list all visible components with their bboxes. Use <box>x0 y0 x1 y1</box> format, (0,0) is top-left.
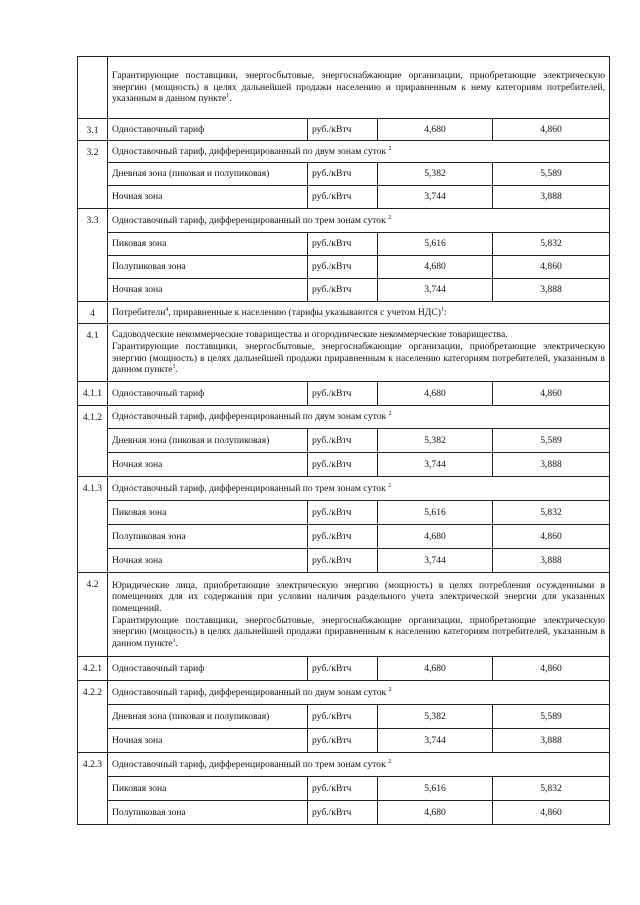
row-number: 4.1 <box>78 324 108 382</box>
value-cell: 5,832 <box>493 777 610 801</box>
value-cell: 3,744 <box>378 549 493 573</box>
unit-cell: руб./кВтч <box>308 429 378 453</box>
tariff-label: Дневная зона (пиковая и полупиковая) <box>108 163 308 186</box>
value-cell: 5,382 <box>378 163 493 186</box>
unit-cell: руб./кВтч <box>308 256 378 279</box>
unit-cell: руб./кВтч <box>308 233 378 256</box>
row-number: 4.2 <box>78 573 108 657</box>
table-row <box>78 186 610 209</box>
table-row <box>78 453 610 477</box>
unit-cell: руб./кВтч <box>308 186 378 209</box>
value-cell: 4,680 <box>378 256 493 279</box>
row-number <box>78 57 108 119</box>
table-row <box>78 429 610 453</box>
value-cell: 3,744 <box>378 453 493 477</box>
value-cell: 3,744 <box>378 186 493 209</box>
unit-cell: руб./кВтч <box>308 279 378 302</box>
row-number: 4.1.1 <box>78 382 108 406</box>
value-cell: 4,860 <box>493 256 610 279</box>
table-row <box>78 233 610 256</box>
intro-text: Гарантирующие поставщики, энергосбытовые, энергоснабжающие организации, приобретающие электрическую энергию (мощность) в целях дальнейшей продажи населению и приравненным к нему категориям потребителей, указанным в данном пункте$^1$. <box>108 57 610 119</box>
table-row <box>78 801 610 825</box>
table-row <box>78 501 610 525</box>
unit-cell: руб./кВтч <box>308 729 378 753</box>
section-title: Одноставочный тариф, дифференцированный по трем зонам суток $^2$ <box>108 209 610 233</box>
value-cell: 3,744 <box>378 729 493 753</box>
value-cell: 5,589 <box>493 163 610 186</box>
value-cell: 3,888 <box>493 453 610 477</box>
value-cell: 3,744 <box>378 279 493 302</box>
tariff-table <box>77 56 610 825</box>
table-row <box>78 279 610 302</box>
tariff-label: Ночная зона <box>108 186 308 209</box>
tariff-label: Дневная зона (пиковая и полупиковая) <box>108 429 308 453</box>
table-row <box>78 141 610 163</box>
row-number: 3.2 <box>78 141 108 209</box>
value-cell: 4,860 <box>493 119 610 141</box>
row-number: 4.1.3 <box>78 477 108 573</box>
section-title: Садоводческие некоммерческие товарищества и огороднические некоммерческие товарищества. Гарантирующие поставщики, энергосбытовые, энергоснабжающие организации, приобретающие электрическую энергию (мощность) в целях дальнейшей продажи приравненным к населению категориям потребителей, указанным в данном пункте$^1$. <box>108 324 610 382</box>
table-row <box>78 705 610 729</box>
unit-cell: руб./кВтч <box>308 163 378 186</box>
table-row <box>78 477 610 501</box>
unit-cell: руб./кВтч <box>308 777 378 801</box>
value-cell: 4,680 <box>378 801 493 825</box>
value-cell: 4,860 <box>493 525 610 549</box>
value-cell: 5,832 <box>493 233 610 256</box>
row-number: 3.3 <box>78 209 108 302</box>
table-row <box>78 753 610 777</box>
unit-cell: руб./кВтч <box>308 549 378 573</box>
section-title: Потребители$^4$, приравненные к населению (тарифы указываются с учетом НДС)$^1$: <box>108 302 610 324</box>
value-cell: 5,589 <box>493 429 610 453</box>
tariff-label: Полупиковая зона <box>108 256 308 279</box>
value-cell: 5,832 <box>493 501 610 525</box>
value-cell: 3,888 <box>493 186 610 209</box>
table-row <box>78 573 610 657</box>
intro-row <box>78 57 610 119</box>
tariff-label: Пиковая зона <box>108 777 308 801</box>
value-cell: 3,888 <box>493 729 610 753</box>
table-row <box>78 382 610 406</box>
row-number: 4.1.2 <box>78 406 108 477</box>
table-row <box>78 256 610 279</box>
table-row <box>78 525 610 549</box>
tariff-label: Ночная зона <box>108 729 308 753</box>
value-cell: 3,888 <box>493 549 610 573</box>
row-number: 4.2.1 <box>78 657 108 681</box>
tariff-label: Пиковая зона <box>108 233 308 256</box>
section-title: Одноставочный тариф, дифференцированный по двум зонам суток $^2$ <box>108 406 610 429</box>
row-number: 4.2.3 <box>78 753 108 825</box>
unit-cell: руб./кВтч <box>308 119 378 141</box>
table-row <box>78 324 610 382</box>
table-row <box>78 302 610 324</box>
section-title: Одноставочный тариф, дифференцированный по трем зонам суток $^2$ <box>108 477 610 501</box>
table-row <box>78 406 610 429</box>
table-row <box>78 729 610 753</box>
unit-cell: руб./кВтч <box>308 801 378 825</box>
unit-cell: руб./кВтч <box>308 525 378 549</box>
value-cell: 4,680 <box>378 119 493 141</box>
table-row <box>78 209 610 233</box>
unit-cell: руб./кВтч <box>308 453 378 477</box>
tariff-label: Одноставочный тариф <box>108 119 308 141</box>
value-cell: 5,616 <box>378 233 493 256</box>
tariff-label: Полупиковая зона <box>108 801 308 825</box>
tariff-label: Полупиковая зона <box>108 525 308 549</box>
table-row <box>78 119 610 141</box>
value-cell: 4,680 <box>378 525 493 549</box>
value-cell: 5,382 <box>378 429 493 453</box>
value-cell: 5,616 <box>378 501 493 525</box>
row-number: 3.1 <box>78 119 108 141</box>
value-cell: 4,680 <box>378 657 493 681</box>
table-row <box>78 777 610 801</box>
value-cell: 4,860 <box>493 382 610 406</box>
section-title: Одноставочный тариф, дифференцированный по двум зонам суток $^2$ <box>108 681 610 705</box>
section-title: Одноставочный тариф, дифференцированный по двум зонам суток $^2$ <box>108 141 610 163</box>
value-cell: 4,860 <box>493 801 610 825</box>
tariff-label: Дневная зона (пиковая и полупиковая) <box>108 705 308 729</box>
value-cell: 5,616 <box>378 777 493 801</box>
tariff-label: Пиковая зона <box>108 501 308 525</box>
table-row <box>78 549 610 573</box>
tariff-label: Ночная зона <box>108 549 308 573</box>
row-number: 4.2.2 <box>78 681 108 753</box>
unit-cell: руб./кВтч <box>308 657 378 681</box>
value-cell: 5,589 <box>493 705 610 729</box>
section-title: Юридические лица, приобретающие электрическую энергию (мощность) в целях потребления осужденными в помещениях для их содержания при условии наличия раздельного учета электрической энергии для указанных помещений. Гарантирующие поставщики, энергосбытовые, энергоснабжающие организации, приобретающие электрическую энергию (мощность) в целях дальнейшей продажи приравненным к населению категориям потребителей, указанным в данном пункте$^1$. <box>108 573 610 657</box>
table-row <box>78 657 610 681</box>
table-row <box>78 681 610 705</box>
unit-cell: руб./кВтч <box>308 382 378 406</box>
value-cell: 3,888 <box>493 279 610 302</box>
tariff-label: Ночная зона <box>108 453 308 477</box>
tariff-label: Ночная зона <box>108 279 308 302</box>
row-number: 4 <box>78 302 108 324</box>
tariff-label: Одноставочный тариф <box>108 657 308 681</box>
unit-cell: руб./кВтч <box>308 501 378 525</box>
unit-cell: руб./кВтч <box>308 705 378 729</box>
tariff-label: Одноставочный тариф <box>108 382 308 406</box>
value-cell: 5,382 <box>378 705 493 729</box>
section-title: Одноставочный тариф, дифференцированный по трем зонам суток $^2$ <box>108 753 610 777</box>
table-row <box>78 163 610 186</box>
value-cell: 4,680 <box>378 382 493 406</box>
value-cell: 4,860 <box>493 657 610 681</box>
